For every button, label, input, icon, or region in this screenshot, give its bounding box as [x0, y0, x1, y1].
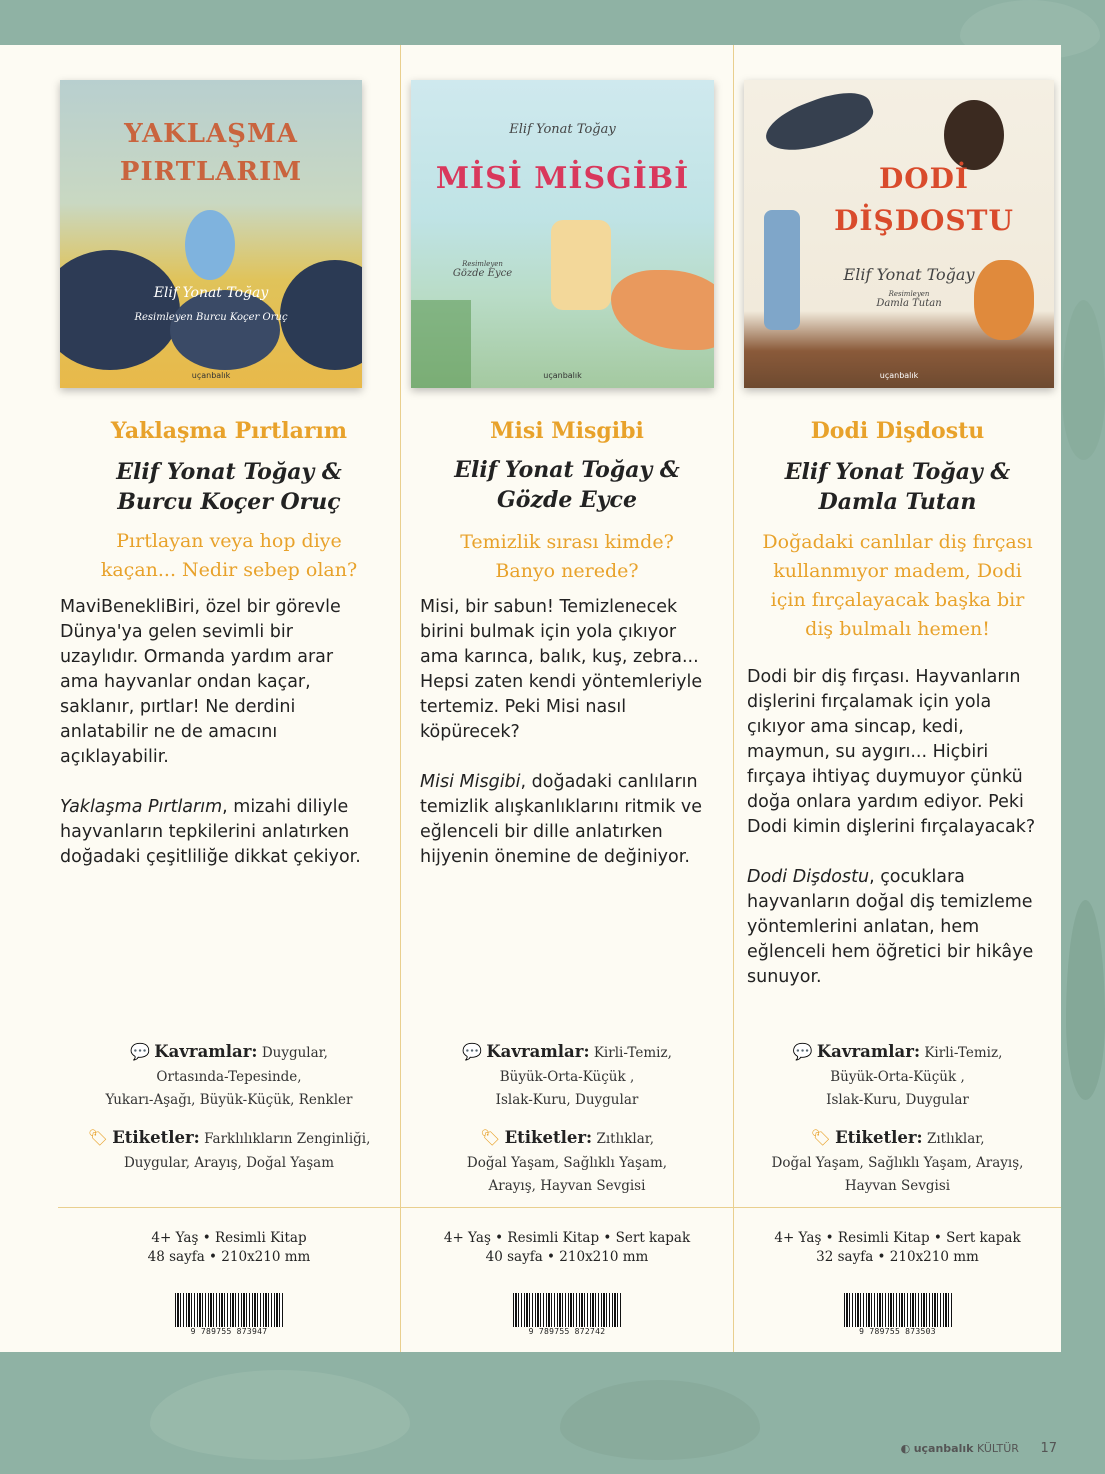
background-leaf	[150, 1370, 410, 1460]
divider	[734, 1207, 1061, 1208]
cover-title: MİSİ MİSGİBİ	[435, 161, 690, 196]
barcode	[175, 1293, 283, 1336]
speech-bubble-icon: 💬	[462, 1042, 483, 1061]
book-tagline: Doğadaki canlılar diş fırçası kullanmıyor madem, Dodi için fırçalayacak başka bir diş bulmalı hemen!	[762, 531, 1033, 640]
tag-icon: 🏷	[810, 1128, 831, 1147]
book-description: Dodi bir diş fırçası. Hayvanların dişlerini fırçalamak için yola çıkıyor ama sincap, kedi, maymun, su aygırı... Hiçbiri fırçaya ihtiyaç duymuyor çünkü doğa onlara yardım ediyor. Peki Dodi kimin dişlerini fırçalayacak? Dodi Dişdostu, çocuklara hayvanların doğal diş temizleme yöntemlerini anlatan, hem eğlenceli hem öğretici bir hikâye sunuyor.	[747, 667, 1036, 987]
book-cover-3[interactable]	[744, 80, 1054, 388]
divider	[58, 1207, 400, 1208]
barcode-number: 9 789755 873947	[190, 1327, 268, 1336]
publisher-logo: uçanbalık	[879, 371, 919, 380]
concepts-block: 💬 Kavramlar: Kirli-Temiz, Büyük-Orta-Küçük , Islak-Kuru, Duygular	[462, 1042, 672, 1108]
barcode-number: 9 789755 873503	[859, 1327, 936, 1336]
divider	[401, 1207, 733, 1208]
book-column-1	[58, 45, 400, 1352]
concepts-block: 💬 Kavramlar: Duygular, Ortasında-Tepesinde, Yukarı-Aşağı, Büyük-Küçük, Renkler	[105, 1042, 353, 1108]
tags-block: 🏷 Etiketler: Farklılıkların Zenginliği, Duygular, Arayış, Doğal Yaşam	[87, 1128, 371, 1171]
publisher-logo: uçanbalık	[191, 371, 231, 380]
tags-block: 🏷 Etiketler: Zıtlıklar, Doğal Yaşam, Sağlıklı Yaşam, Arayış, Hayvan Sevgisi	[466, 1128, 668, 1194]
speech-bubble-icon: 💬	[792, 1042, 813, 1061]
barcode	[513, 1293, 621, 1336]
fish-logo-icon: ◐	[900, 1442, 911, 1455]
book-author: Elif Yonat Toğay & Burcu Koçer Oruç	[116, 459, 342, 515]
book-tagline: Pırtlayan veya hop diye kaçan... Nedir sebep olan?	[100, 530, 358, 581]
cover-author: Elif Yonat Toğay	[843, 265, 975, 284]
book-title: Dodi Dişdostu	[810, 418, 985, 444]
page-number: 17	[1040, 1441, 1057, 1456]
cover-illustrator: Resimleyen Burcu Koçer Oruç	[134, 312, 288, 323]
book-column-3	[733, 45, 1061, 1352]
cover-title: YAKLAŞMA PIRTLARIM	[119, 119, 303, 187]
footer-brand: uçanbalık	[913, 1442, 974, 1455]
background-leaf	[560, 1380, 760, 1460]
book-cover-1[interactable]	[60, 80, 362, 388]
book-description: Misi, bir sabun! Temizlenecek birini bulmak için yola çıkıyor ama karınca, balık, kuş, zebra... Hepsi zaten kendi yöntemleriyle tertemiz. Peki Misi nasıl köpürecek? Misi Misgibi, doğadaki canlıların temizlik alışkanlıklarını ritmik ve eğlenceli bir dille anlatırken hijyenin önemine de değiniyor.	[420, 597, 703, 867]
tag-icon: 🏷	[87, 1128, 108, 1147]
book-specs: 4+ Yaş • Resimli Kitap • Sert kapak 32 sayfa • 210x210 mm	[774, 1230, 1021, 1265]
publisher-logo: uçanbalık	[543, 371, 582, 380]
barcode	[844, 1293, 952, 1336]
barcode-bars	[513, 1293, 621, 1327]
book-tagline: Temizlik sırası kimde? Banyo nerede?	[460, 531, 674, 582]
barcode-number: 9 789755 872742	[528, 1327, 606, 1336]
book-author: Elif Yonat Toğay & Gözde Eyce	[454, 457, 680, 513]
cover-author: Elif Yonat Toğay	[153, 285, 269, 301]
book-specs: 4+ Yaş • Resimli Kitap • Sert kapak 40 sayfa • 210x210 mm	[443, 1230, 691, 1265]
barcode-bars	[175, 1293, 283, 1327]
cover-author: Elif Yonat Toğay	[509, 122, 616, 137]
cover-illustrator: Resimleyen Damla Tutan	[876, 290, 942, 309]
background-leaf	[1066, 900, 1105, 1100]
book-description: MaviBenekliBiri, özel bir görevle Dünya'ya gelen sevimli bir uzaylıdır. Ormanda yardım arar ama hayvanlar ondan kaçar, saklanır, pırtlar! Ne derdini anlatabilir ne de amacını açıklayabilir. Yaklaşma Pırtlarım, mizahi diliyle hayvanların tepkilerini anlatırken doğadaki çeşitliliğe dikkat çekiyor.	[60, 597, 361, 867]
book-column-2	[400, 45, 733, 1352]
barcode-bars	[844, 1293, 952, 1327]
tags-block: 🏷 Etiketler: Zıtlıklar, Doğal Yaşam, Sağlıklı Yaşam, Arayış, Hayvan Sevgisi	[771, 1128, 1024, 1194]
book-author: Elif Yonat Toğay & Damla Tutan	[784, 459, 1011, 515]
page-footer	[901, 1441, 1057, 1456]
background-leaf	[1062, 300, 1105, 460]
tag-icon: 🏷	[479, 1128, 501, 1147]
book-title: Misi Misgibi	[490, 418, 644, 444]
cover-illustrator: Resimleyen Gözde Eyce	[452, 260, 513, 279]
book-cover-2[interactable]	[411, 80, 714, 388]
speech-bubble-icon: 💬	[130, 1042, 150, 1061]
concepts-block: 💬 Kavramlar: Kirli-Temiz, Büyük-Orta-Küçük , Islak-Kuru, Duygular	[792, 1042, 1003, 1108]
catalog-panel	[0, 45, 1061, 1352]
book-specs: 4+ Yaş • Resimli Kitap 48 sayfa • 210x210 mm	[147, 1230, 311, 1265]
book-title: Yaklaşma Pırtlarım	[110, 418, 348, 444]
footer-section: KÜLTÜR	[976, 1442, 1019, 1455]
cover-title: DODİ DİŞDOSTU	[834, 162, 1014, 237]
